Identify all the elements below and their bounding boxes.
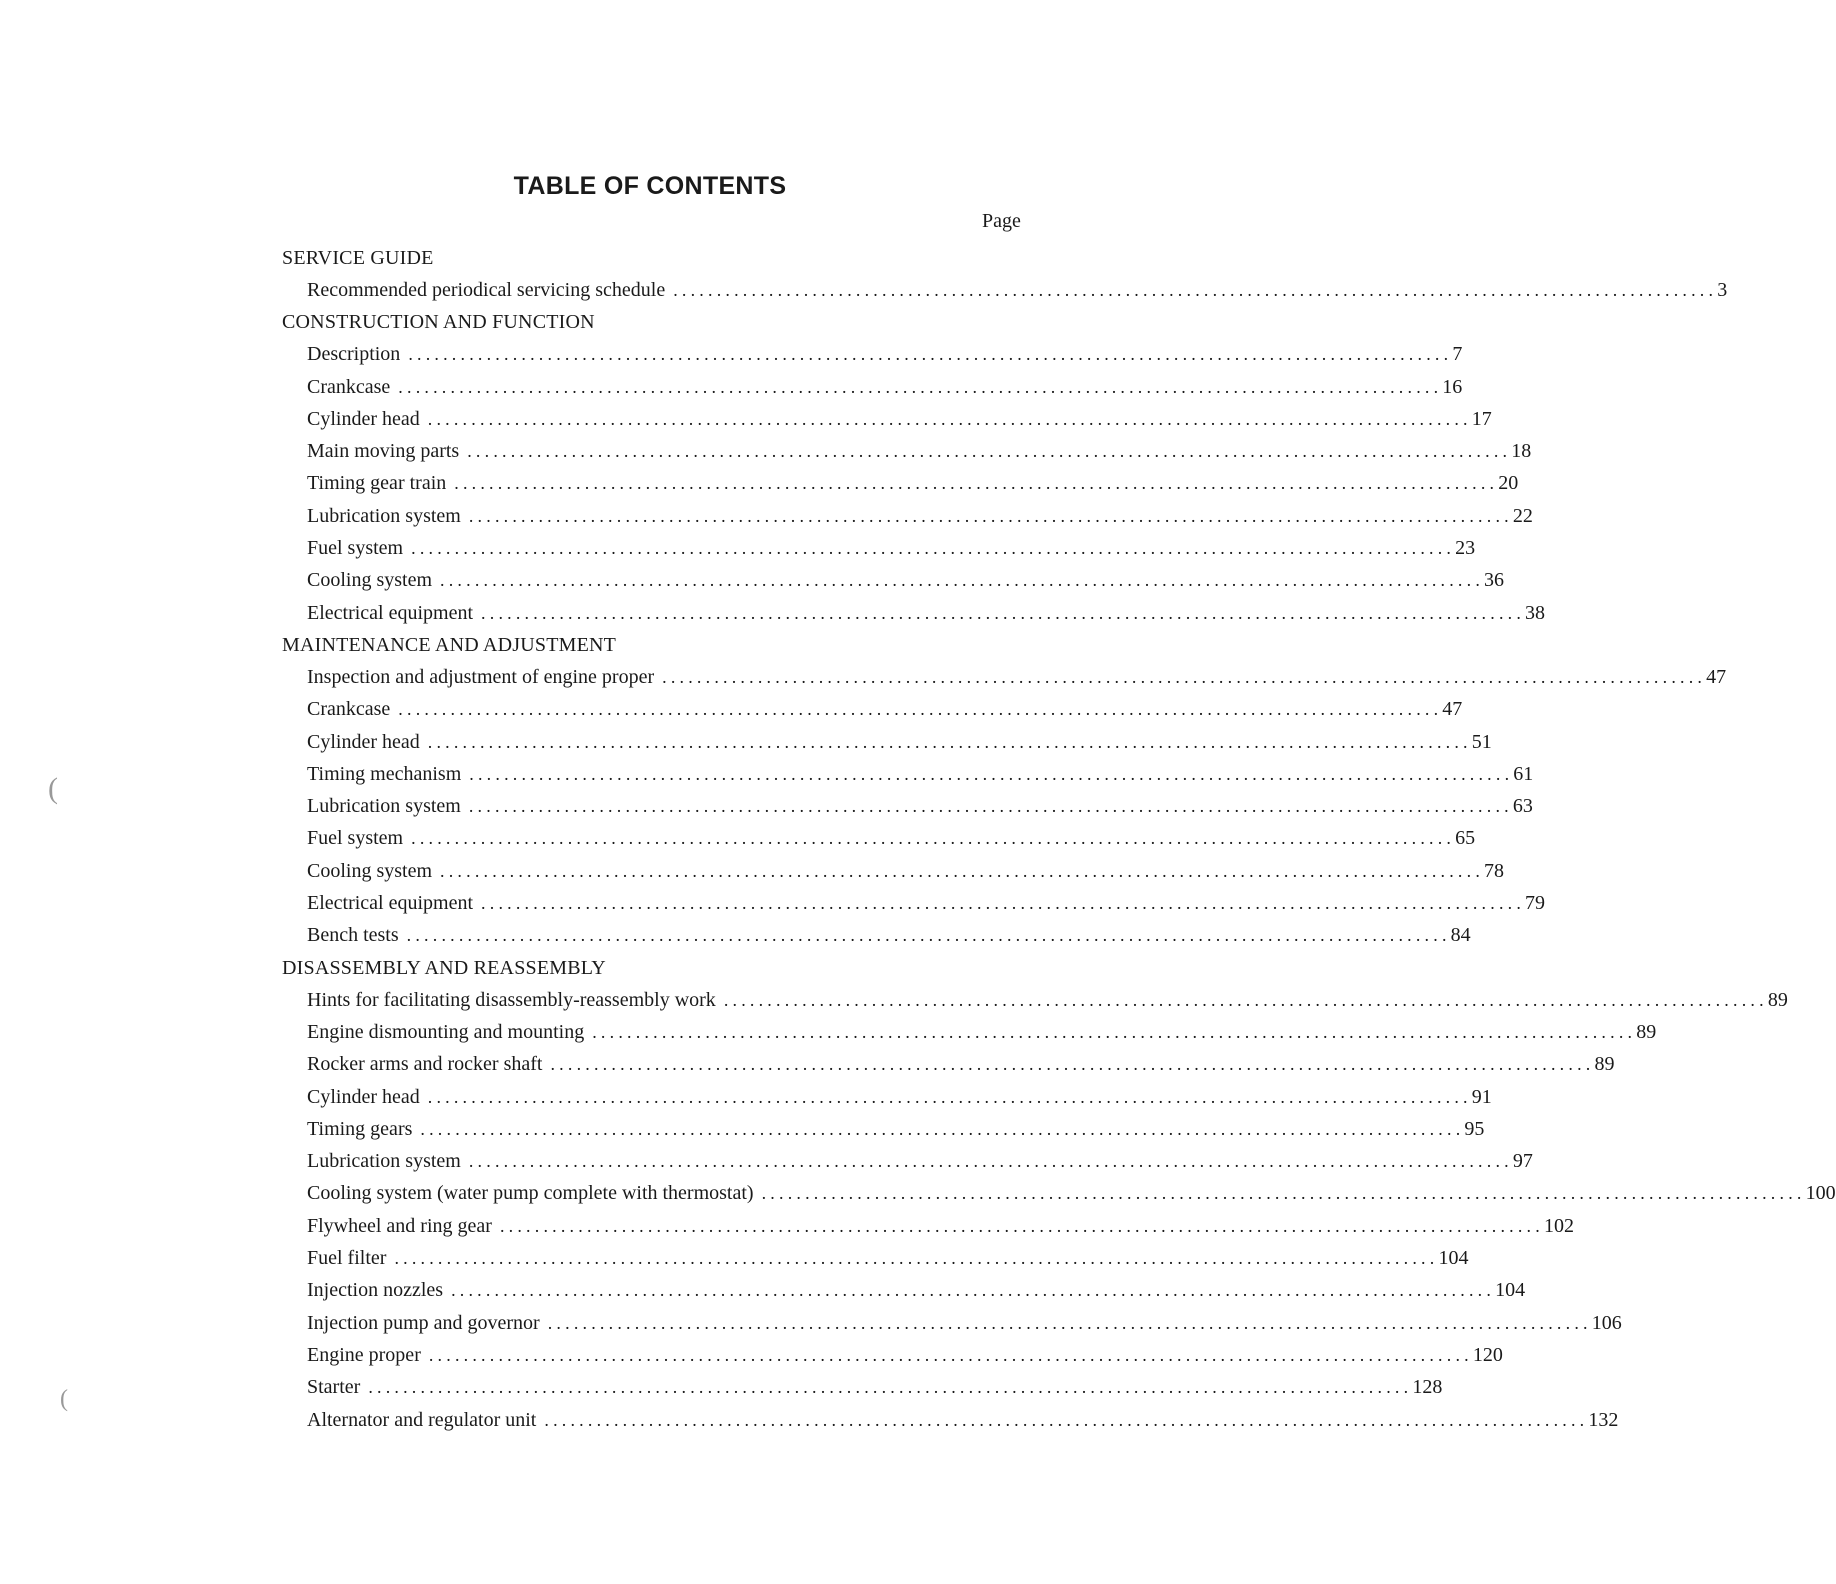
toc-entry (282, 1016, 1657, 1048)
toc-entry (282, 1274, 1526, 1306)
toc-entry (282, 661, 1727, 693)
toc-entry (282, 1113, 1485, 1145)
toc-entry (282, 1371, 1443, 1403)
entry-page-number: 23 (1455, 537, 1476, 560)
entry-label: Cylinder head (307, 407, 420, 430)
toc-entry (282, 984, 1788, 1016)
toc-entry (282, 403, 1492, 435)
toc-entry (282, 822, 1476, 854)
dot-leader: ........................................................................................................................ (723, 989, 1768, 1010)
dot-leader: ........................................................................................................................ (408, 344, 1453, 365)
dot-leader: ........................................................................................................................ (662, 666, 1707, 687)
entry-page-number: 89 (1594, 1053, 1615, 1076)
toc-entry (282, 1177, 1836, 1209)
entry-label: Rocker arms and rocker shaft (307, 1053, 543, 1076)
entry-label: Injection nozzles (307, 1279, 444, 1302)
entry-page-number: 79 (1525, 892, 1546, 915)
dot-leader: ........................................................................................................................ (398, 699, 1443, 720)
dot-leader: ........................................................................................................................ (440, 570, 1485, 591)
toc-entry (282, 1242, 1469, 1274)
toc-section (282, 952, 1836, 1436)
dot-leader: ........................................................................................................................ (468, 505, 1513, 526)
punch-hole-mark: ( (48, 772, 58, 805)
toc-entry (282, 758, 1534, 790)
toc-entry (282, 1210, 1574, 1242)
entry-page-number: 84 (1450, 924, 1471, 947)
entry-page-number: 36 (1484, 569, 1505, 592)
toc-section (282, 242, 1728, 306)
toc-entry (282, 338, 1463, 370)
entry-page-number: 16 (1442, 375, 1463, 398)
dot-leader: ........................................................................................................................ (547, 1312, 1592, 1333)
toc-entry (282, 1307, 1622, 1339)
toc-entry (282, 1145, 1533, 1177)
entry-label: Timing mechanism (307, 762, 462, 785)
entry-page-number: 3 (1717, 279, 1728, 301)
toc-entry (282, 467, 1519, 499)
section-heading: DISASSEMBLY AND REASSEMBLY (282, 956, 606, 979)
entry-label: Bench tests (307, 924, 399, 947)
toc-entry (282, 693, 1463, 725)
page-title: TABLE OF CONTENTS (513, 172, 787, 200)
table-of-contents (282, 242, 1836, 1436)
entry-page-number: 65 (1455, 827, 1476, 850)
dot-leader: ........................................................................................................................ (468, 796, 1513, 817)
entry-page-number: 17 (1471, 407, 1492, 430)
entry-label: Alternator and regulator unit (307, 1408, 537, 1431)
entry-label: Crankcase (307, 375, 391, 398)
toc-entry (282, 435, 1532, 467)
toc-entry (282, 1404, 1619, 1436)
entry-label: Lubrication system (307, 504, 461, 527)
dot-leader: ........................................................................................................................ (427, 408, 1472, 429)
toc-entry (282, 532, 1476, 564)
toc-entry (282, 564, 1505, 596)
entry-label: Hints for facilitating disassembly-reassembly work (307, 988, 716, 1011)
entry-label: Cooling system (307, 569, 433, 592)
toc-entry (282, 274, 1728, 306)
toc-entry (282, 1048, 1615, 1080)
entry-label: Flywheel and ring gear (307, 1214, 492, 1237)
dot-leader: ........................................................................................................................ (592, 1021, 1637, 1042)
entry-page-number: 89 (1767, 988, 1788, 1011)
entry-page-number: 63 (1512, 795, 1533, 818)
dot-leader: ........................................................................................................................ (454, 473, 1499, 494)
entry-page-number: 91 (1471, 1085, 1492, 1108)
entry-page-number: 22 (1512, 504, 1533, 527)
entry-label: Electrical equipment (307, 601, 474, 624)
entry-page-number: 47 (1442, 698, 1463, 721)
entry-page-number: 120 (1472, 1343, 1503, 1366)
dot-leader: ........................................................................................................................ (544, 1409, 1589, 1430)
dot-leader: ........................................................................................................................ (467, 441, 1512, 462)
page-column-label: Page (982, 210, 1021, 232)
entry-label: Description (307, 343, 401, 366)
section-heading: SERVICE GUIDE (282, 247, 434, 269)
punch-hole-mark: ( (60, 1386, 68, 1412)
toc-entry (282, 855, 1505, 887)
toc-entry (282, 790, 1533, 822)
dot-leader: ........................................................................................................................ (427, 1086, 1472, 1107)
entry-page-number: 20 (1498, 472, 1519, 495)
entry-page-number: 132 (1588, 1408, 1619, 1431)
entry-label: Cooling system (water pump complete with thermostat) (307, 1182, 754, 1205)
entry-label: Electrical equipment (307, 892, 474, 915)
toc-entry (282, 1339, 1503, 1371)
entry-label: Fuel system (307, 537, 404, 560)
entry-label: Engine proper (307, 1343, 421, 1366)
entry-page-number: 7 (1452, 343, 1463, 366)
entry-label: Starter (307, 1376, 361, 1399)
dot-leader: ........................................................................................................................ (481, 893, 1526, 914)
dot-leader: ........................................................................................................................ (398, 376, 1443, 397)
toc-entry (282, 597, 1546, 629)
toc-entry (282, 500, 1533, 532)
section-heading: MAINTENANCE AND ADJUSTMENT (282, 633, 617, 656)
entry-page-number: 128 (1412, 1376, 1443, 1399)
dot-leader: ........................................................................................................................ (499, 1215, 1544, 1236)
entry-label: Cooling system (307, 859, 433, 882)
dot-leader: ........................................................................................................................ (411, 828, 1456, 849)
toc-entry (282, 919, 1471, 951)
dot-leader: ........................................................................................................................ (469, 763, 1514, 784)
dot-leader: ........................................................................................................................ (406, 925, 1451, 946)
entry-page-number: 18 (1511, 440, 1532, 463)
entry-page-number: 89 (1636, 1020, 1657, 1043)
entry-page-number: 104 (1438, 1247, 1469, 1270)
entry-page-number: 95 (1464, 1117, 1485, 1140)
entry-page-number: 47 (1706, 665, 1727, 688)
entry-label: Fuel system (307, 827, 404, 850)
section-heading: CONSTRUCTION AND FUNCTION (282, 311, 595, 334)
entry-page-number: 61 (1513, 762, 1534, 785)
dot-leader: ........................................................................................................................ (420, 1118, 1465, 1139)
toc-section (282, 629, 1727, 952)
entry-label: Lubrication system (307, 1150, 461, 1173)
entry-label: Injection pump and governor (307, 1311, 540, 1334)
entry-page-number: 51 (1471, 730, 1492, 753)
entry-page-number: 106 (1591, 1311, 1622, 1334)
entry-label: Cylinder head (307, 730, 420, 753)
entry-label: Inspection and adjustment of engine proper (307, 665, 655, 688)
toc-entry (282, 1081, 1492, 1113)
dot-leader: ........................................................................................................................ (451, 1280, 1496, 1301)
dot-leader: ........................................................................................................................ (394, 1248, 1439, 1269)
dot-leader: ........................................................................................................................ (427, 731, 1472, 752)
dot-leader: ........................................................................................................................ (411, 538, 1456, 559)
dot-leader: ........................................................................................................................ (673, 280, 1718, 300)
toc-entry (282, 371, 1463, 403)
entry-label: Timing gear train (307, 472, 447, 495)
entry-label: Fuel filter (307, 1247, 387, 1270)
entry-page-number: 104 (1495, 1279, 1526, 1302)
entry-page-number: 102 (1543, 1214, 1574, 1237)
entry-page-number: 100 (1805, 1182, 1836, 1205)
entry-label: Crankcase (307, 698, 391, 721)
entry-label: Main moving parts (307, 440, 460, 463)
dot-leader: ........................................................................................................................ (481, 602, 1526, 623)
toc-entry (282, 726, 1492, 758)
entry-page-number: 38 (1525, 601, 1546, 624)
entry-page-number: 97 (1512, 1150, 1533, 1173)
dot-leader: ........................................................................................................................ (440, 860, 1485, 881)
entry-label: Timing gears (307, 1117, 413, 1140)
dot-leader: ........................................................................................................................ (368, 1377, 1413, 1398)
dot-leader: ........................................................................................................................ (428, 1344, 1473, 1365)
entry-label: Cylinder head (307, 1085, 420, 1108)
entry-label: Recommended periodical servicing schedule (307, 279, 666, 301)
entry-page-number: 78 (1484, 859, 1505, 882)
dot-leader: ........................................................................................................................ (550, 1054, 1595, 1075)
entry-label: Lubrication system (307, 795, 461, 818)
toc-section (282, 306, 1546, 629)
entry-label: Engine dismounting and mounting (307, 1020, 585, 1043)
dot-leader: ........................................................................................................................ (761, 1183, 1806, 1204)
dot-leader: ........................................................................................................................ (468, 1151, 1513, 1172)
toc-entry (282, 887, 1546, 919)
